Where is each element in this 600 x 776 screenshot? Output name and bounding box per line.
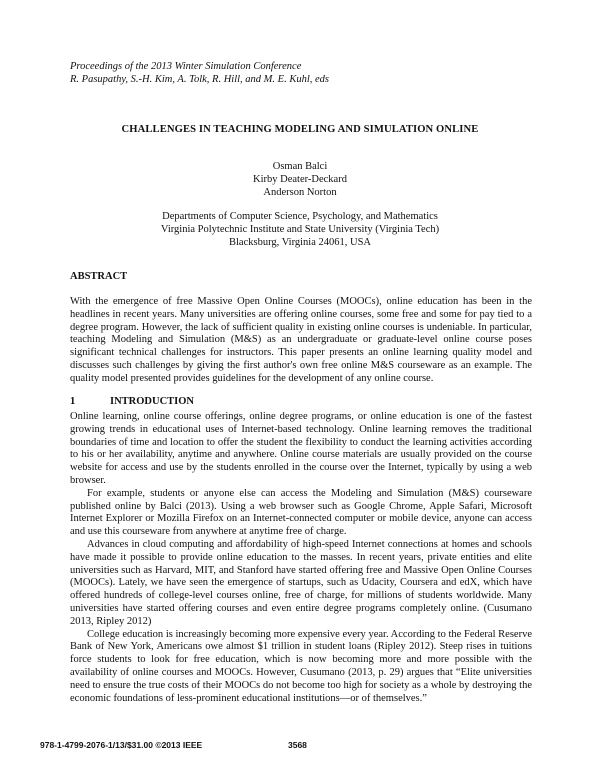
author-name: Kirby Deater-Deckard <box>253 174 347 185</box>
affiliation-departments: Departments of Computer Science, Psychology, and Mathematics <box>162 211 438 222</box>
paragraph: College education is increasingly becoming more expensive every year. According to the Federal Reserve Bank of New York, Americans owe almost $1 trillion in student loans (Ripley 2012). Steep rises in tuitions force students to look for free education, which is now becoming more and more possible with the availability of online courses and MOOCs. However, Cusumano (2013, p. 29) argues that “Elite universities need to ensure the true costs of their MOOCs do not become too high for society as a whole by destroying the economic foundations of less-prominent educational institutions—or of themselves.” <box>70 628 532 704</box>
abstract-text: With the emergence of free Massive Open Online Courses (MOOCs), online education has been in the headlines in recent years. Many universities are offering online courses, some free and some for pay tied to a degree program. However, the lack of sufficient quality in existing online courses is undeniable. In particular, teaching Modeling and Simulation (M&S) as an undergraduate or graduate-level online course poses significant technical challenges for instructors. This paper presents an online learning quality model and discusses such challenges by giving the first author's own free online M&S courseware as an example. The quality model presented provides guidelines for the development of any online course. <box>70 296 532 384</box>
page-number: 3568 <box>288 740 307 750</box>
introduction-body <box>70 411 532 705</box>
author-name: Osman Balci <box>272 161 328 172</box>
paragraph: For example, students or anyone else can access the Modeling and Simulation (M&S) courseware published online by Balci (2013). Using a web browser such as Google Chrome, Apple Safari, Microsoft Internet Explorer or Mozilla Firefox on an Internet-connected computer or mobile device, anyone can access and use this courseware from anywhere at anytime free of charge. <box>70 487 532 538</box>
proceedings-editors: R. Pasupathy, S.-H. Kim, A. Tolk, R. Hill, and M. E. Kuhl, eds <box>70 74 329 85</box>
affiliation-university: Virginia Polytechnic Institute and State University (Virginia Tech) <box>160 224 440 235</box>
paragraph: Online learning, online course offerings, online degree programs, or online education is one of the fastest growing trends in educational uses of Internet-based technology. Online learning removes the traditional boundaries of time and location to offer the student the flexibility to conduct the learning activities according to his or her availability, anytime and anywhere. Online course materials are usually provided on the course website for access and use by the students enrolled in the course over the Internet, typically by using a web browser. <box>70 411 532 486</box>
copyright-footer: 978-1-4799-2076-1/13/$31.00 ©2013 IEEE <box>40 740 203 750</box>
author-list <box>0 160 600 199</box>
affiliation <box>0 210 600 249</box>
author-name: Anderson Norton <box>263 187 337 198</box>
section-number: 1 <box>70 396 76 407</box>
section-heading <box>70 396 194 407</box>
section-title: INTRODUCTION <box>110 396 195 407</box>
proceedings-header <box>70 60 329 86</box>
affiliation-address: Blacksburg, Virginia 24061, USA <box>229 237 371 248</box>
paper-title: CHALLENGES IN TEACHING MODELING AND SIMULATION ONLINE <box>121 124 479 135</box>
abstract-heading: ABSTRACT <box>70 271 128 282</box>
proceedings-title: Proceedings of the 2013 Winter Simulation Conference <box>70 61 302 72</box>
paragraph: Advances in cloud computing and affordability of high-speed Internet connections at homes and schools have made it possible to provide online education to the masses. In recent years, private entities and elite universities such as Harvard, MIT, and Stanford have started offering free and Massive Open Online Courses (MOOCs). Lately, we have seen the emergence of startups, such as Udacity, Coursera and edX, which have offered hundreds of college-level courses online, free of charge, for millions of students worldwide. Many universities have started offering courses and even entire degree programs completely online. (Cusumano 2013, Ripley 2012) <box>70 538 532 627</box>
